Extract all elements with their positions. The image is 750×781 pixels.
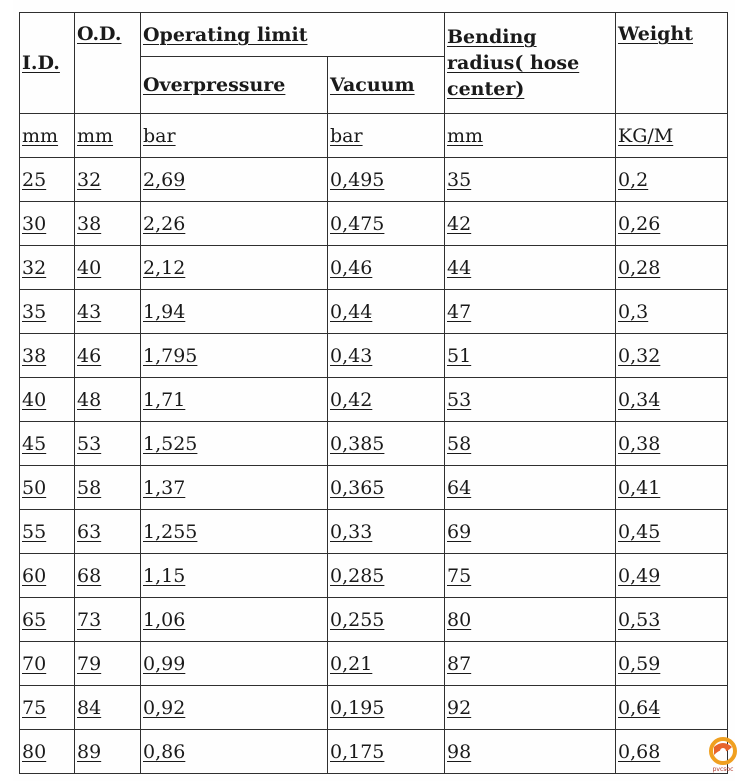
header-operating-limit: Operating limit — [141, 13, 445, 57]
table-cell: 0,33 — [328, 510, 445, 554]
table-cell: 40 — [75, 246, 141, 290]
table-cell: 80 — [20, 730, 75, 774]
table-cell: 0,99 — [141, 642, 328, 686]
header-vacuum: Vacuum — [328, 57, 445, 114]
table-row — [20, 510, 728, 554]
table-cell: 43 — [75, 290, 141, 334]
table-cell: 1,06 — [141, 598, 328, 642]
table-cell: 68 — [75, 554, 141, 598]
table-cell: 80 — [445, 598, 616, 642]
table-cell: 64 — [445, 466, 616, 510]
table-cell: 92 — [445, 686, 616, 730]
table-cell: 32 — [75, 158, 141, 202]
table-cell: 1,525 — [141, 422, 328, 466]
watermark-text: pvcsoc — [712, 766, 734, 773]
table-cell: 0,285 — [328, 554, 445, 598]
table-cell: 25 — [20, 158, 75, 202]
table-cell: 75 — [20, 686, 75, 730]
table-cell: 0,41 — [616, 466, 728, 510]
table-cell: 0,34 — [616, 378, 728, 422]
hose-spec-table — [19, 12, 728, 774]
table-cell: 38 — [20, 334, 75, 378]
swirl-logo-icon — [708, 736, 738, 766]
table-cell: 1,795 — [141, 334, 328, 378]
table-cell: 0,53 — [616, 598, 728, 642]
table-cell: 0,26 — [616, 202, 728, 246]
table-cell: 50 — [20, 466, 75, 510]
header-id: I.D. — [20, 13, 75, 114]
table-cell: 0,255 — [328, 598, 445, 642]
table-cell: 0,475 — [328, 202, 445, 246]
table-cell: 2,69 — [141, 158, 328, 202]
table-cell: 0,42 — [328, 378, 445, 422]
units-row — [20, 114, 728, 158]
table-cell: 35 — [20, 290, 75, 334]
table-cell: 70 — [20, 642, 75, 686]
table-cell: 0,495 — [328, 158, 445, 202]
table-row — [20, 730, 728, 774]
table-cell: 0,2 — [616, 158, 728, 202]
table-row — [20, 554, 728, 598]
table-row — [20, 202, 728, 246]
table-cell: 30 — [20, 202, 75, 246]
table-cell: 0,45 — [616, 510, 728, 554]
table-cell: 55 — [20, 510, 75, 554]
table-cell: 40 — [20, 378, 75, 422]
table-cell: 45 — [20, 422, 75, 466]
unit-cell: bar — [141, 114, 328, 158]
table-row — [20, 334, 728, 378]
table-cell: 0,68 — [616, 730, 728, 774]
table-row — [20, 466, 728, 510]
unit-cell: bar — [328, 114, 445, 158]
header-overpressure: Overpressure — [141, 57, 328, 114]
table-cell: 58 — [75, 466, 141, 510]
table-cell: 87 — [445, 642, 616, 686]
table-cell: 84 — [75, 686, 141, 730]
table-cell: 63 — [75, 510, 141, 554]
table-cell: 47 — [445, 290, 616, 334]
unit-cell: mm — [75, 114, 141, 158]
watermark-logo — [706, 736, 740, 776]
header-od: O.D. — [75, 13, 141, 114]
table-cell: 0,3 — [616, 290, 728, 334]
table-cell: 51 — [445, 334, 616, 378]
table-cell: 0,43 — [328, 334, 445, 378]
table-cell: 98 — [445, 730, 616, 774]
table-cell: 0,46 — [328, 246, 445, 290]
table-cell: 53 — [445, 378, 616, 422]
table-cell: 1,71 — [141, 378, 328, 422]
unit-cell: KG/M — [616, 114, 728, 158]
table-row — [20, 686, 728, 730]
table-cell: 1,37 — [141, 466, 328, 510]
table-row — [20, 598, 728, 642]
header-row — [20, 13, 728, 57]
table-body — [20, 158, 728, 774]
table-cell: 48 — [75, 378, 141, 422]
table-cell: 0,59 — [616, 642, 728, 686]
table-row — [20, 290, 728, 334]
unit-cell: mm — [445, 114, 616, 158]
table-row — [20, 422, 728, 466]
table-row — [20, 246, 728, 290]
table-cell: 73 — [75, 598, 141, 642]
table-cell: 2,26 — [141, 202, 328, 246]
table-row — [20, 642, 728, 686]
unit-cell: mm — [20, 114, 75, 158]
table-cell: 65 — [20, 598, 75, 642]
table-cell: 0,38 — [616, 422, 728, 466]
table-cell: 79 — [75, 642, 141, 686]
table-cell: 0,32 — [616, 334, 728, 378]
table-cell: 89 — [75, 730, 141, 774]
table-cell: 35 — [445, 158, 616, 202]
table-cell: 42 — [445, 202, 616, 246]
table-row — [20, 378, 728, 422]
header-weight: Weight — [616, 13, 728, 114]
table-cell: 32 — [20, 246, 75, 290]
table-cell: 0,86 — [141, 730, 328, 774]
table-cell: 44 — [445, 246, 616, 290]
table-cell: 0,385 — [328, 422, 445, 466]
table-cell: 0,365 — [328, 466, 445, 510]
header-bending-radius: Bending radius( hose center) — [445, 13, 616, 114]
table-cell: 0,64 — [616, 686, 728, 730]
table-cell: 38 — [75, 202, 141, 246]
table-cell: 75 — [445, 554, 616, 598]
table-row — [20, 158, 728, 202]
table-cell: 1,94 — [141, 290, 328, 334]
table-cell: 0,21 — [328, 642, 445, 686]
table-cell: 46 — [75, 334, 141, 378]
table-cell: 0,92 — [141, 686, 328, 730]
table-cell: 1,15 — [141, 554, 328, 598]
table-cell: 0,44 — [328, 290, 445, 334]
table-cell: 0,175 — [328, 730, 445, 774]
table-cell: 0,28 — [616, 246, 728, 290]
table-cell: 69 — [445, 510, 616, 554]
table-cell: 60 — [20, 554, 75, 598]
table-cell: 0,195 — [328, 686, 445, 730]
table-cell: 58 — [445, 422, 616, 466]
table-cell: 1,255 — [141, 510, 328, 554]
table-cell: 2,12 — [141, 246, 328, 290]
table-cell: 0,49 — [616, 554, 728, 598]
table-cell: 53 — [75, 422, 141, 466]
